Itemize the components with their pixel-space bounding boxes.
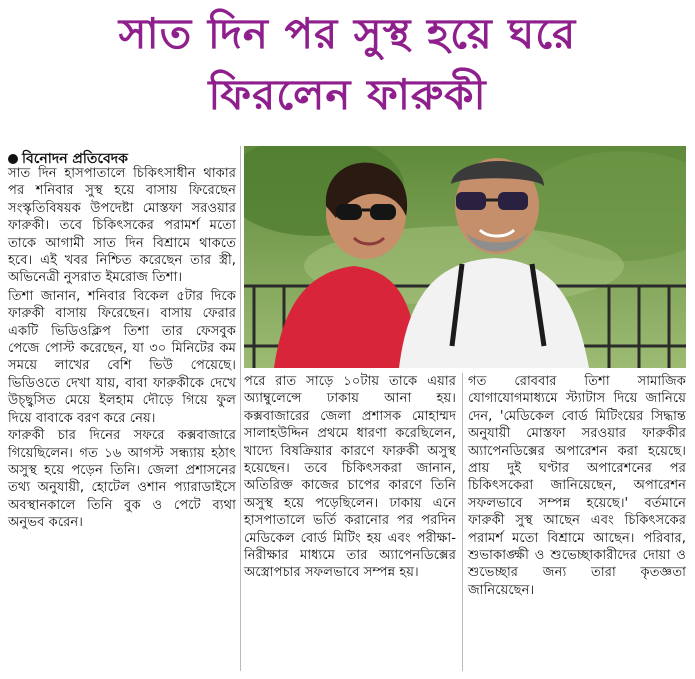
article-column-3 bbox=[468, 373, 686, 599]
byline-text: বিনোদন প্রতিবেদক bbox=[22, 151, 128, 167]
photo-illustration bbox=[244, 146, 686, 368]
paragraph: সাত দিন হাসপাতালে চিকিৎসাধীন থাকার পর শনিবার সুস্থ হয়ে বাসায় ফিরেছেন সংস্কৃতিবিষয়ক উপদেষ্টা মোস্তফা সরওয়ার ফারুকী। তবে চিকিৎসকের পরামর্শ মতো তাকে আগামী সাত দিন বিশ্রামে থাকতে হবে। এই খবর নিশ্চিত করেছেন তার স্ত্রী, অভিনেত্রী নুসরাত ইমরোজ তিশা। bbox=[8, 166, 236, 286]
paragraph: গত রোববার তিশা সামাজিক যোগাযোগমাধ্যমে স্ট্যাটাস দিয়ে জানিয়ে দেন, 'মেডিকেল বোর্ড মিটিংয়ের সিদ্ধান্ত অনুযায়ী মোস্তফা সরওয়ার ফারুকীর অ্যাপেনডিক্সের অপারেশন করা হয়েছে। প্রায় দুই ঘণ্টার অপারেশনের পর চিকিৎসকেরা জানিয়েছেন, অপারেশন সফলভাবে সম্পন্ন হয়েছে।' বর্তমানে ফারুকী সুস্থ আছেন এবং চিকিৎসকের পরামর্শ মতো বিশ্রামে আছেন। পরিবার, শুভাকাঙ্ক্ষী ও শুভেচ্ছাকারীদের দোয়া ও শুভেচ্ছার জন্য তারা কৃতজ্ঞতা জানিয়েছেন। bbox=[468, 374, 686, 598]
headline-line-2: ফিরলেন ফারুকী bbox=[208, 70, 487, 119]
paragraph: পরে রাত সাড়ে ১০টায় তাকে এয়ার অ্যাম্বুলেন্সে ঢাকায় আনা হয়। কক্সবাজারের জেলা প্রশাসক মোহাম্মদ সালাহউদ্দিন প্রথমে ধারণা করেছিলেন, খাদ্যে বিষক্রিয়ার কারণে ফারুকী অসুস্থ হয়েছেন। তবে চিকিৎসকরা জানান, অতিরিক্ত কাজের চাপের কারণে তিনি অসুস্থ হয়ে পড়েছিলেন। ঢাকায় এনে হাসপাতালে ভর্তি করানোর পর পরদিন মেডিকেল বোর্ড মিটিং হয় এবং পরীক্ষা-নিরীক্ষার মাধ্যমে তার অ্যাপেনডিক্সের অস্ত্রোপচার সফলভাবে সম্পন্ন হয়। bbox=[244, 374, 456, 581]
article-photo bbox=[244, 146, 686, 368]
headline bbox=[0, 4, 695, 126]
article-column-2 bbox=[244, 373, 456, 582]
paragraph: ফারুকী চার দিনের সফরে কক্সবাজারে গিয়েছিলেন। গত ১৬ আগস্ট সন্ধ্যায় হঠাৎ অসুস্থ হয়ে পড়েন তিনি। জেলা প্রশাসনের তথ্য অনুযায়ী, হোটেল ওশান প্যারাডাইসে অবস্থানকালে তিনি বুক ও পেটে ব্যথা অনুভব করেন। bbox=[8, 428, 236, 531]
article-column-1 bbox=[8, 165, 236, 532]
column-divider bbox=[462, 373, 463, 671]
paragraph: তিশা জানান, শনিবার বিকেল ৫টার দিকে ফারুকী বাসায় ফিরেছেন। বাসায় ফেরার একটি ভিডিওক্লিপ তিশা তার ফেসবুক পেজে পোস্ট করেছেন, যা ৩০ মিনিটের কম সময়ে লাখের বেশি ভিউ পেয়েছে। ভিডিওতে দেখা যায়, বাবা ফারুকীকে দেখে উচ্ছ্বসিত মেয়ে ইলহাম দৌড়ে গিয়ে ফুল দিয়ে বাবাকে বরণ করে নেয়। bbox=[8, 288, 236, 426]
column-divider bbox=[240, 146, 241, 671]
headline-line-1: সাত দিন পর সুস্থ হয়ে ঘরে bbox=[118, 9, 577, 58]
bullet-icon bbox=[8, 154, 18, 164]
